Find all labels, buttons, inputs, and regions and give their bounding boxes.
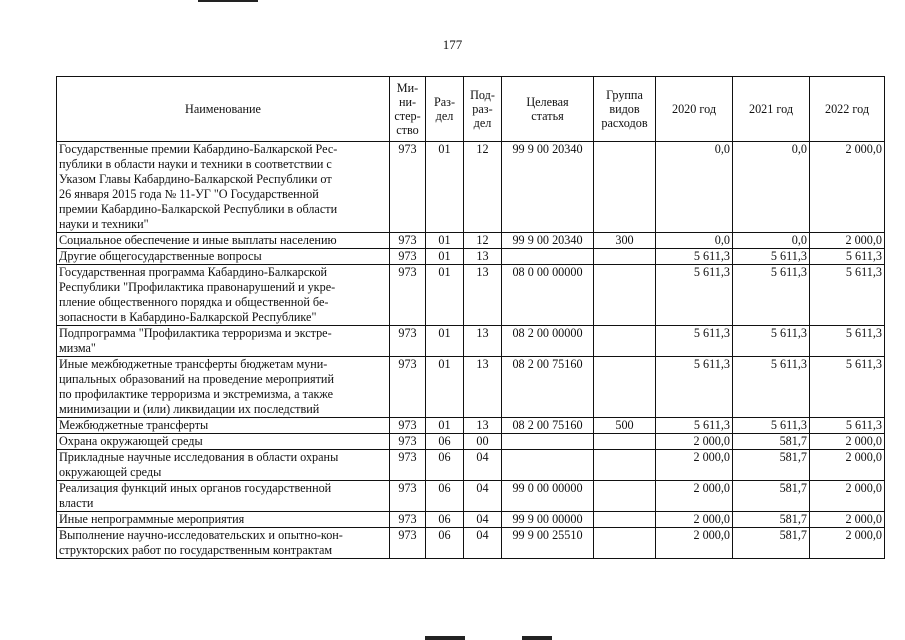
row-expense-group <box>594 434 656 450</box>
row-name: Охрана окружающей среды <box>57 434 390 450</box>
row-value-2020: 5 611,3 <box>656 418 733 434</box>
header-ministry: Ми- ни- стер- ство <box>390 77 426 142</box>
row-name: Государственные премии Кабардино-Балкарской Рес- публики в области науки и техники в соответствии с Указом Главы Кабардино-Балкарской Республики от 26 января 2015 года № 11-УГ "О Государственной премии Кабардино-Балкарской Республики в области науки и техники" <box>57 142 390 233</box>
row-subsection: 04 <box>464 512 502 528</box>
row-section: 06 <box>426 512 464 528</box>
row-value-2021: 5 611,3 <box>733 418 810 434</box>
row-section: 01 <box>426 418 464 434</box>
row-name: Межбюджетные трансферты <box>57 418 390 434</box>
row-name: Прикладные научные исследования в области охраны окружающей среды <box>57 450 390 481</box>
row-value-2021: 0,0 <box>733 142 810 233</box>
row-section: 06 <box>426 481 464 512</box>
row-target-article: 99 0 00 00000 <box>502 481 594 512</box>
table-row <box>57 142 885 233</box>
row-target-article: 99 9 00 00000 <box>502 512 594 528</box>
row-ministry: 973 <box>390 418 426 434</box>
row-value-2021: 5 611,3 <box>733 357 810 418</box>
row-value-2022: 2 000,0 <box>810 528 885 559</box>
row-value-2020: 5 611,3 <box>656 265 733 326</box>
row-subsection: 12 <box>464 233 502 249</box>
row-value-2022: 2 000,0 <box>810 434 885 450</box>
table-row <box>57 528 885 559</box>
table-row <box>57 357 885 418</box>
row-expense-group <box>594 512 656 528</box>
row-value-2020: 2 000,0 <box>656 450 733 481</box>
row-expense-group <box>594 357 656 418</box>
row-ministry: 973 <box>390 326 426 357</box>
row-value-2020: 2 000,0 <box>656 528 733 559</box>
row-value-2020: 5 611,3 <box>656 326 733 357</box>
row-value-2021: 5 611,3 <box>733 249 810 265</box>
row-ministry: 973 <box>390 142 426 233</box>
row-expense-group <box>594 249 656 265</box>
row-target-article: 08 2 00 75160 <box>502 418 594 434</box>
top-rule <box>198 0 258 2</box>
row-ministry: 973 <box>390 512 426 528</box>
row-subsection: 13 <box>464 357 502 418</box>
row-value-2021: 581,7 <box>733 434 810 450</box>
row-name: Иные межбюджетные трансферты бюджетам муни- ципальных образований на проведение мероприятий по профилактике терроризма и экстремизма, а также минимизации и (или) ликвидации их последствий <box>57 357 390 418</box>
row-target-article: 08 2 00 75160 <box>502 357 594 418</box>
row-value-2020: 2 000,0 <box>656 434 733 450</box>
header-row <box>57 77 885 142</box>
row-value-2020: 2 000,0 <box>656 481 733 512</box>
page-number: 177 <box>442 37 463 52</box>
row-ministry: 973 <box>390 249 426 265</box>
row-value-2020: 5 611,3 <box>656 249 733 265</box>
row-value-2022: 5 611,3 <box>810 249 885 265</box>
row-subsection: 00 <box>464 434 502 450</box>
row-value-2020: 0,0 <box>656 142 733 233</box>
row-ministry: 973 <box>390 357 426 418</box>
table-row <box>57 450 885 481</box>
row-name: Подпрограмма "Профилактика терроризма и экстре- мизма" <box>57 326 390 357</box>
row-expense-group: 300 <box>594 233 656 249</box>
table-row <box>57 512 885 528</box>
row-ministry: 973 <box>390 481 426 512</box>
row-value-2022: 5 611,3 <box>810 418 885 434</box>
row-name: Государственная программа Кабардино-Балкарской Республики "Профилактика правонарушений и укре- пление общественного порядка и общественной бе- зопасности в Кабардино-Балкарской Республике" <box>57 265 390 326</box>
table-row <box>57 249 885 265</box>
table-row <box>57 481 885 512</box>
row-subsection: 04 <box>464 450 502 481</box>
row-section: 06 <box>426 434 464 450</box>
row-value-2021: 5 611,3 <box>733 326 810 357</box>
row-value-2021: 0,0 <box>733 233 810 249</box>
row-expense-group <box>594 265 656 326</box>
bottom-mark <box>425 636 465 640</box>
budget-table <box>56 76 885 559</box>
row-value-2022: 2 000,0 <box>810 512 885 528</box>
row-expense-group: 500 <box>594 418 656 434</box>
row-value-2020: 5 611,3 <box>656 357 733 418</box>
row-value-2022: 2 000,0 <box>810 142 885 233</box>
header-2020: 2020 год <box>656 77 733 142</box>
row-section: 01 <box>426 249 464 265</box>
row-section: 06 <box>426 450 464 481</box>
row-value-2022: 5 611,3 <box>810 265 885 326</box>
header-2021: 2021 год <box>733 77 810 142</box>
row-ministry: 973 <box>390 233 426 249</box>
row-expense-group <box>594 326 656 357</box>
row-subsection: 13 <box>464 326 502 357</box>
row-section: 01 <box>426 357 464 418</box>
table-row <box>57 434 885 450</box>
row-target-article <box>502 450 594 481</box>
row-value-2021: 5 611,3 <box>733 265 810 326</box>
row-subsection: 04 <box>464 528 502 559</box>
row-ministry: 973 <box>390 434 426 450</box>
table-body <box>57 142 885 559</box>
row-section: 06 <box>426 528 464 559</box>
row-target-article: 99 9 00 25510 <box>502 528 594 559</box>
row-subsection: 13 <box>464 249 502 265</box>
bottom-mark <box>522 636 552 640</box>
row-expense-group <box>594 528 656 559</box>
header-2022: 2022 год <box>810 77 885 142</box>
row-value-2020: 0,0 <box>656 233 733 249</box>
row-value-2022: 2 000,0 <box>810 481 885 512</box>
row-name: Выполнение научно-исследовательских и опытно-кон- структорских работ по государственным контрактам <box>57 528 390 559</box>
row-target-article: 99 9 00 20340 <box>502 142 594 233</box>
row-value-2022: 2 000,0 <box>810 233 885 249</box>
row-value-2021: 581,7 <box>733 528 810 559</box>
header-expense-group: Группа видов расходов <box>594 77 656 142</box>
row-section: 01 <box>426 142 464 233</box>
row-section: 01 <box>426 326 464 357</box>
row-subsection: 13 <box>464 265 502 326</box>
row-name: Другие общегосударственные вопросы <box>57 249 390 265</box>
row-section: 01 <box>426 265 464 326</box>
row-expense-group <box>594 450 656 481</box>
table-row <box>57 418 885 434</box>
row-subsection: 12 <box>464 142 502 233</box>
row-name: Социальное обеспечение и иные выплаты населению <box>57 233 390 249</box>
row-value-2021: 581,7 <box>733 481 810 512</box>
row-value-2021: 581,7 <box>733 512 810 528</box>
row-section: 01 <box>426 233 464 249</box>
row-value-2022: 5 611,3 <box>810 357 885 418</box>
row-value-2020: 2 000,0 <box>656 512 733 528</box>
header-subsection: Под- раз- дел <box>464 77 502 142</box>
row-expense-group <box>594 142 656 233</box>
row-subsection: 04 <box>464 481 502 512</box>
row-expense-group <box>594 481 656 512</box>
row-name: Реализация функций иных органов государственной власти <box>57 481 390 512</box>
header-name: Наименование <box>57 77 390 142</box>
row-ministry: 973 <box>390 528 426 559</box>
row-target-article <box>502 434 594 450</box>
row-target-article: 99 9 00 20340 <box>502 233 594 249</box>
row-target-article: 08 2 00 00000 <box>502 326 594 357</box>
row-value-2022: 5 611,3 <box>810 326 885 357</box>
table-row <box>57 233 885 249</box>
row-ministry: 973 <box>390 265 426 326</box>
row-ministry: 973 <box>390 450 426 481</box>
row-value-2022: 2 000,0 <box>810 450 885 481</box>
row-value-2021: 581,7 <box>733 450 810 481</box>
table-row <box>57 326 885 357</box>
row-subsection: 13 <box>464 418 502 434</box>
table-row <box>57 265 885 326</box>
header-target-article: Целевая статья <box>502 77 594 142</box>
row-target-article: 08 0 00 00000 <box>502 265 594 326</box>
header-section: Раз- дел <box>426 77 464 142</box>
row-name: Иные непрограммные мероприятия <box>57 512 390 528</box>
row-target-article <box>502 249 594 265</box>
